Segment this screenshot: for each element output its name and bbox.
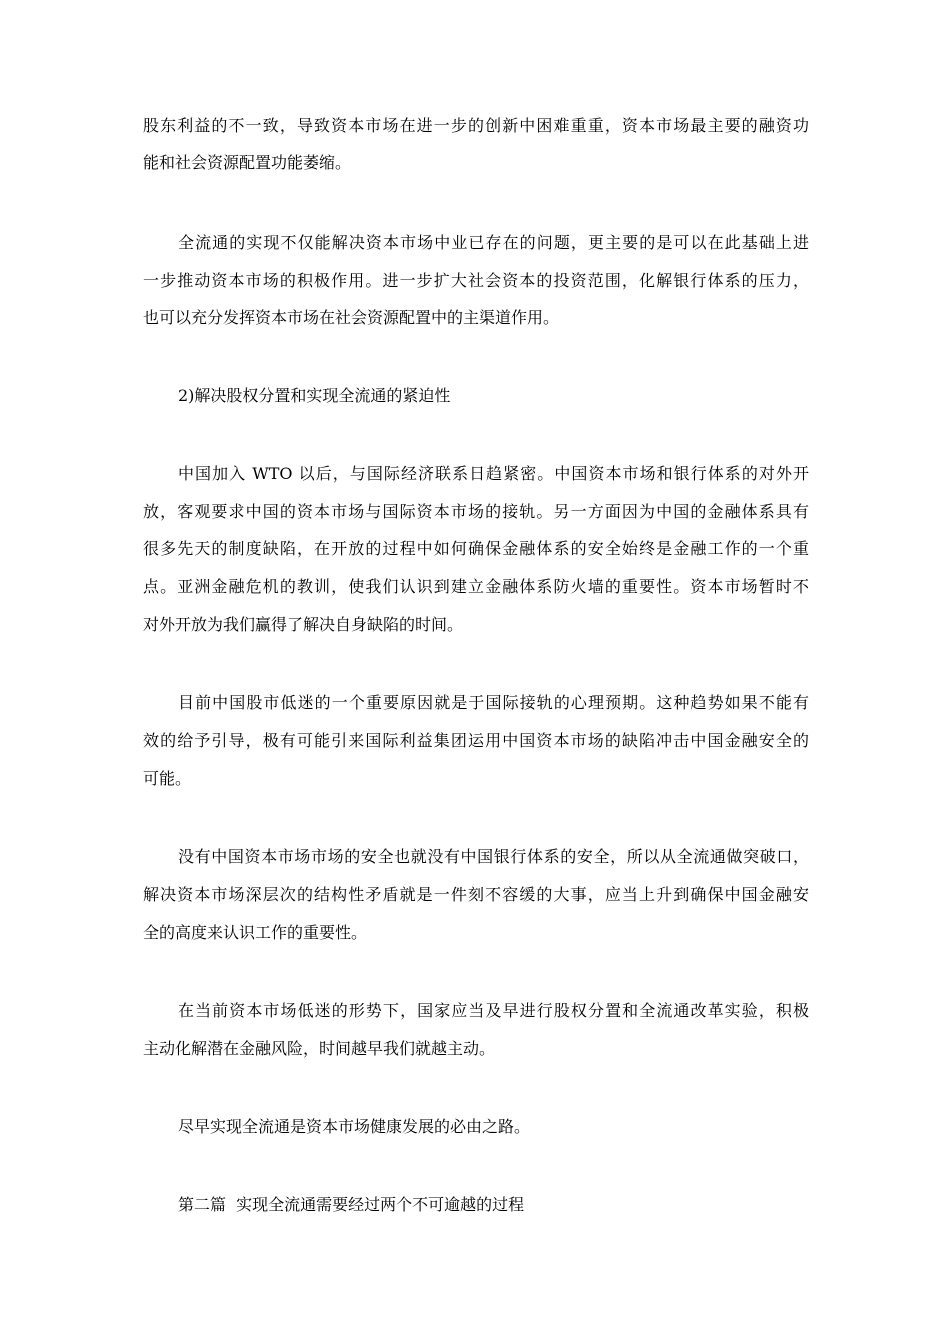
paragraph-4-line-3: 很多先天的制度缺陷，在开放的过程中如何确保金融体系的安全始终是金融工作的一个重: [143, 539, 809, 558]
paragraph-2-line-2: 一步推动资本市场的积极作用。进一步扩大社会资本的投资范围，化解银行体系的压力，: [143, 271, 809, 290]
section-heading: 2)解决股权分置和实现全流通的紧迫性: [178, 386, 451, 405]
paragraph-4-line-5: 对外开放为我们赢得了解决自身缺陷的时间。: [143, 615, 464, 634]
paragraph-5-line-3: 可能。: [143, 769, 192, 788]
paragraph-4-line-2: 放，客观要求中国的资本市场与国际资本市场的接轨。另一方面因为中国的金融体系具有: [143, 502, 809, 521]
paragraph-8-line-1: 尽早实现全流通是资本市场健康发展的必由之路。: [178, 1117, 531, 1136]
paragraph-6-line-1: 没有中国资本市场市场的安全也就没有中国银行体系的安全，所以从全流通做突破口，: [178, 847, 809, 866]
paragraph-5-line-2: 效的给予引导，极有可能引来国际利益集团运用中国资本市场的缺陷冲击中国金融安全的: [143, 731, 809, 750]
paragraph-4-line-1: 中国加入 WTO 以后，与国际经济联系日趋紧密。中国资本市场和银行体系的对外开: [178, 464, 809, 483]
chapter-heading: 第二篇 实现全流通需要经过两个不可逾越的过程: [178, 1195, 525, 1214]
paragraph-6-line-3: 全的高度来认识工作的重要性。: [143, 923, 368, 942]
paragraph-5-line-1: 目前中国股市低迷的一个重要原因就是于国际接轨的心理预期。这种趋势如果不能有: [178, 693, 809, 712]
paragraph-7-line-2: 主动化解潜在金融风险，时间越早我们就越主动。: [143, 1039, 496, 1058]
paragraph-2-line-1: 全流通的实现不仅能解决资本市场中业已存在的问题，更主要的是可以在此基础上进: [178, 233, 809, 252]
paragraph-4-line-4: 点。亚洲金融危机的教训，使我们认识到建立金融体系防火墙的重要性。资本市场暂时不: [143, 577, 809, 596]
paragraph-6-line-2: 解决资本市场深层次的结构性矛盾就是一件刻不容缓的大事，应当上升到确保中国金融安: [143, 885, 809, 904]
paragraph-1-line-2: 能和社会资源配置功能萎缩。: [143, 153, 352, 172]
paragraph-1-line-1: 股东利益的不一致，导致资本市场在进一步的创新中困难重重，资本市场最主要的融资功: [143, 116, 809, 135]
paragraph-2-line-3: 也可以充分发挥资本市场在社会资源配置中的主渠道作用。: [143, 308, 560, 327]
paragraph-7-line-1: 在当前资本市场低迷的形势下，国家应当及早进行股权分置和全流通改革实验，积极: [178, 1001, 809, 1020]
